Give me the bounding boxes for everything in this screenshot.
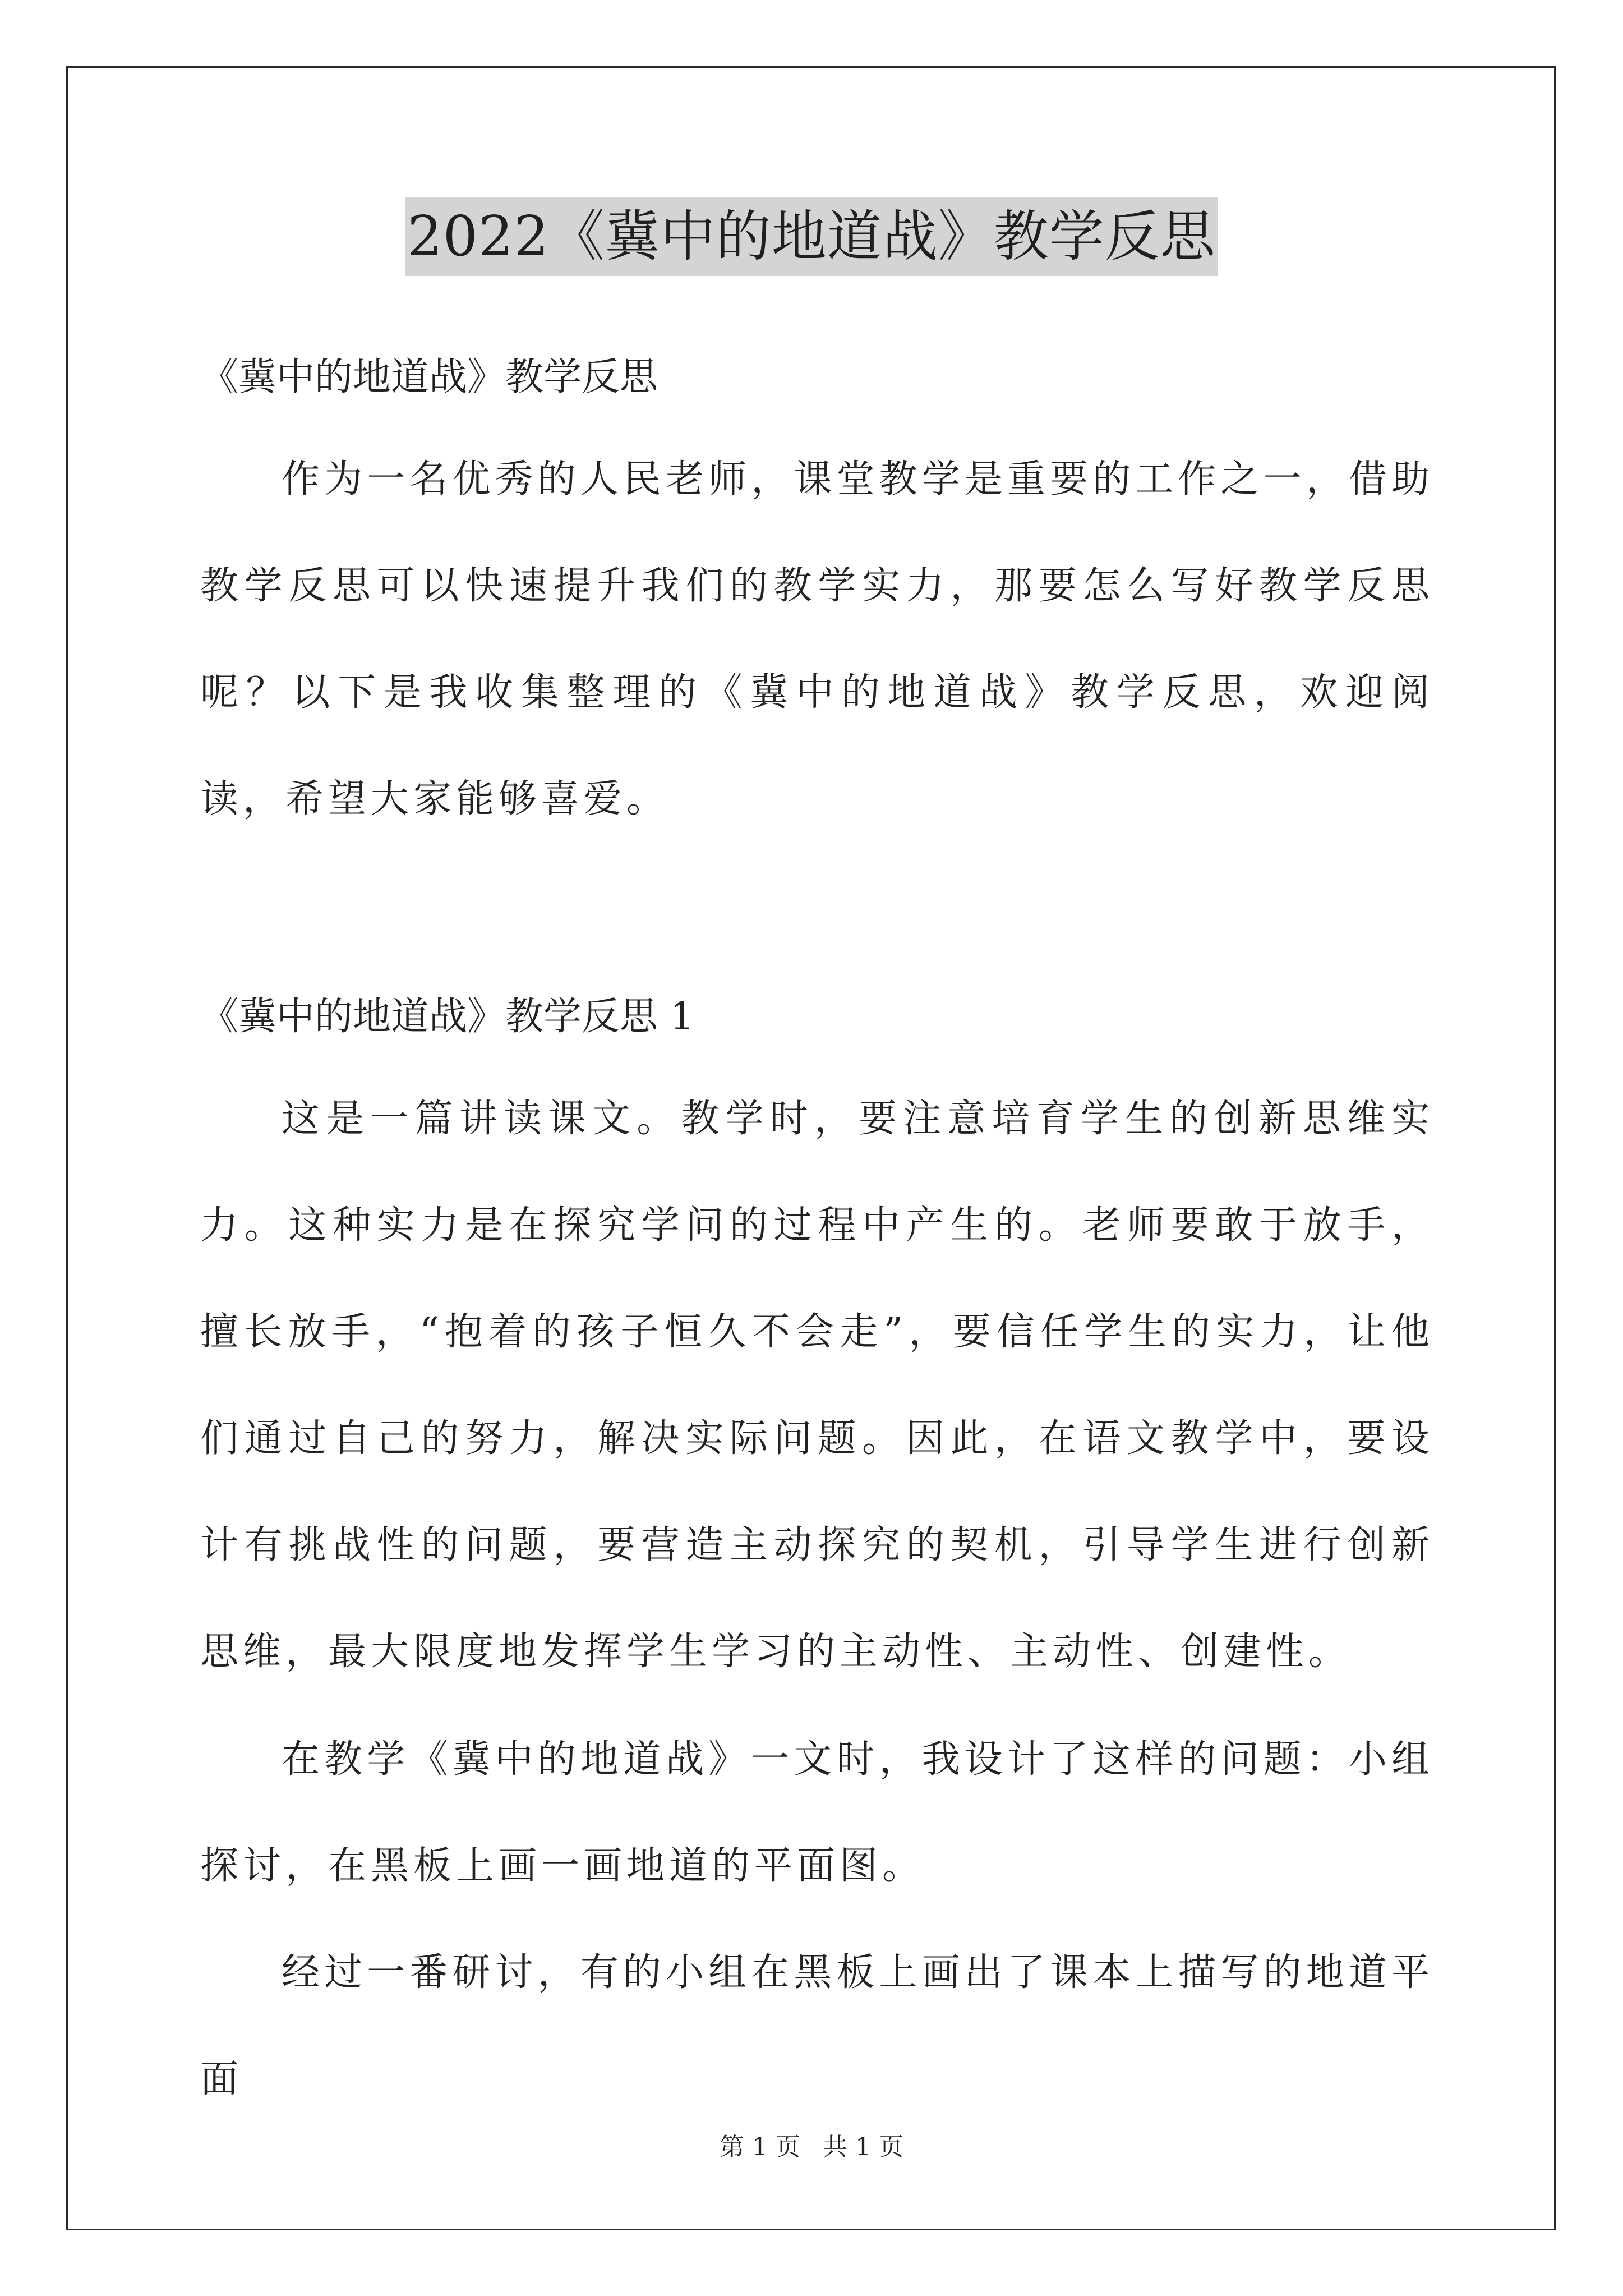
body-paragraph-1: 这是一篇讲读课文。教学时，要注意培育学生的创新思维实力。这种实力是在探究学问的过程中产生的。老师要敢于放手，擅长放手，“抱着的孩子恒久不会走”，要信任学生的实力，让他们通过自己的努力，解决实际问题。因此，在语文教学中，要设计有挑战性的问题，要营造主动探究的契机，引导学生进行创新思维，最大限度地发挥学生学习的主动性、主动性、创建性。 (200, 1097, 1434, 1674)
title-container (0, 197, 1623, 276)
intro-paragraph: 作为一名优秀的人民老师，课堂教学是重要的工作之一，借助教学反思可以快速提升我们的教学实力，那要怎么写好教学反思呢？以下是我收集整理的《冀中的地道战》教学反思，欢迎阅读，希望大家能够喜爱。 (200, 457, 1434, 821)
section-heading: 《冀中的地道战》教学反思 1 (200, 995, 694, 1039)
page-footer (0, 2131, 1623, 2164)
page-number: 第 1 页 (720, 2133, 800, 2161)
document-subtitle: 《冀中的地道战》教学反思 (200, 355, 658, 399)
body-paragraph-2: 在教学《冀中的地道战》一文时，我设计了这样的问题：小组探讨，在黑板上画一画地道的平面图。 (200, 1737, 1434, 1888)
document-title: 2022《冀中的地道战》教学反思 (405, 197, 1218, 276)
page-total: 共 1 页 (823, 2133, 903, 2161)
body-paragraph-3: 经过一番研讨，有的小组在黑板上画出了课本上描写的地道平面 (200, 1950, 1434, 2101)
